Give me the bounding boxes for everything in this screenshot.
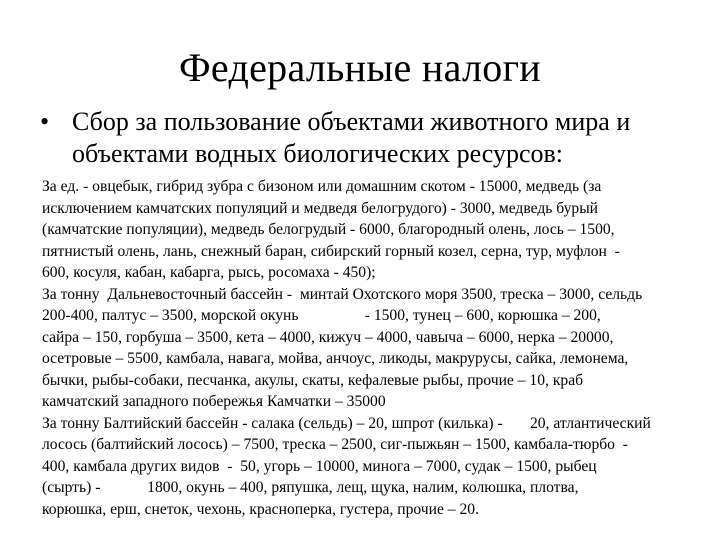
text-line: бычки, рыбы-собаки, песчанка, акулы, скаты, кефалевые рыбы, прочие – 10, краб	[42, 371, 584, 389]
bullet-icon: •	[40, 107, 50, 136]
slide-title: Федеральные налоги	[179, 45, 541, 90]
text-line: 400, камбала других видов - 50, угорь – 10000, минога – 7000, судак – 1500, рыбец	[42, 457, 597, 475]
text-line: корюшка, ерш, снеток, чехонь, красноперка, густера, прочие – 20.	[42, 500, 479, 518]
bullet-line: Сбор за пользование объектами животного мира и	[72, 107, 631, 136]
text-line: За тонну Дальневосточный бассейн - минтай Охотского моря 3500, треска – 3000, сельдь	[42, 285, 643, 303]
text-line: 600, косуля, кабан, кабарга, рысь, росомаха - 450);	[42, 264, 376, 281]
text-line: пятнистый олень, лань, снежный баран, сибирский горный козел, серна, тур, муфлон -	[42, 242, 620, 260]
bullet-point	[40, 106, 700, 170]
bullet-text	[72, 106, 700, 170]
text-line: 200-400, палтус – 3500, морской окунь - 1500, тунец – 600, корюшка – 200,	[42, 307, 601, 324]
text-line: лосось (балтийский лосось) – 7500, треска – 2500, сиг-пыжьян – 1500, камбала-тюрбо -	[42, 436, 628, 453]
paragraph-far-east-basin	[42, 284, 702, 413]
text-line: За тонну Балтийский бассейн - салака (сельдь) – 20, шпрот (килька) - 20, атлантический	[42, 414, 651, 432]
text-line: камчатский западного побережья Камчатки – 35000	[42, 393, 386, 410]
text-line: За ед. - овцебык, гибрид зубра с бизоном или домашним скотом - 15000, медведь (за	[42, 178, 602, 195]
text-line: (камчатские популяции), медведь белогрудый - 6000, благородный олень, лось – 1500,	[42, 221, 615, 238]
text-line: осетровые – 5500, камбала, навага, мойва, анчоус, ликоды, макрурусы, сайка, лемонема,	[42, 350, 629, 367]
paragraph-per-unit	[42, 176, 702, 284]
text-line: сайра – 150, горбуша – 3500, кета – 4000, кижуч – 4000, чавыча – 6000, нерка – 20000,	[42, 328, 614, 346]
bullet-line: объектами водных биологических ресурсов:	[72, 139, 564, 168]
text-line: (сырть) - 1800, окунь – 400, ряпушка, лещ, щука, налим, колюшка, плотва,	[42, 479, 579, 496]
paragraph-baltic-basin	[42, 413, 702, 521]
tax-rates-body	[42, 176, 702, 520]
text-line: исключением камчатских популяций и медведя белогрудого) - 3000, медведь бурый	[42, 199, 599, 217]
